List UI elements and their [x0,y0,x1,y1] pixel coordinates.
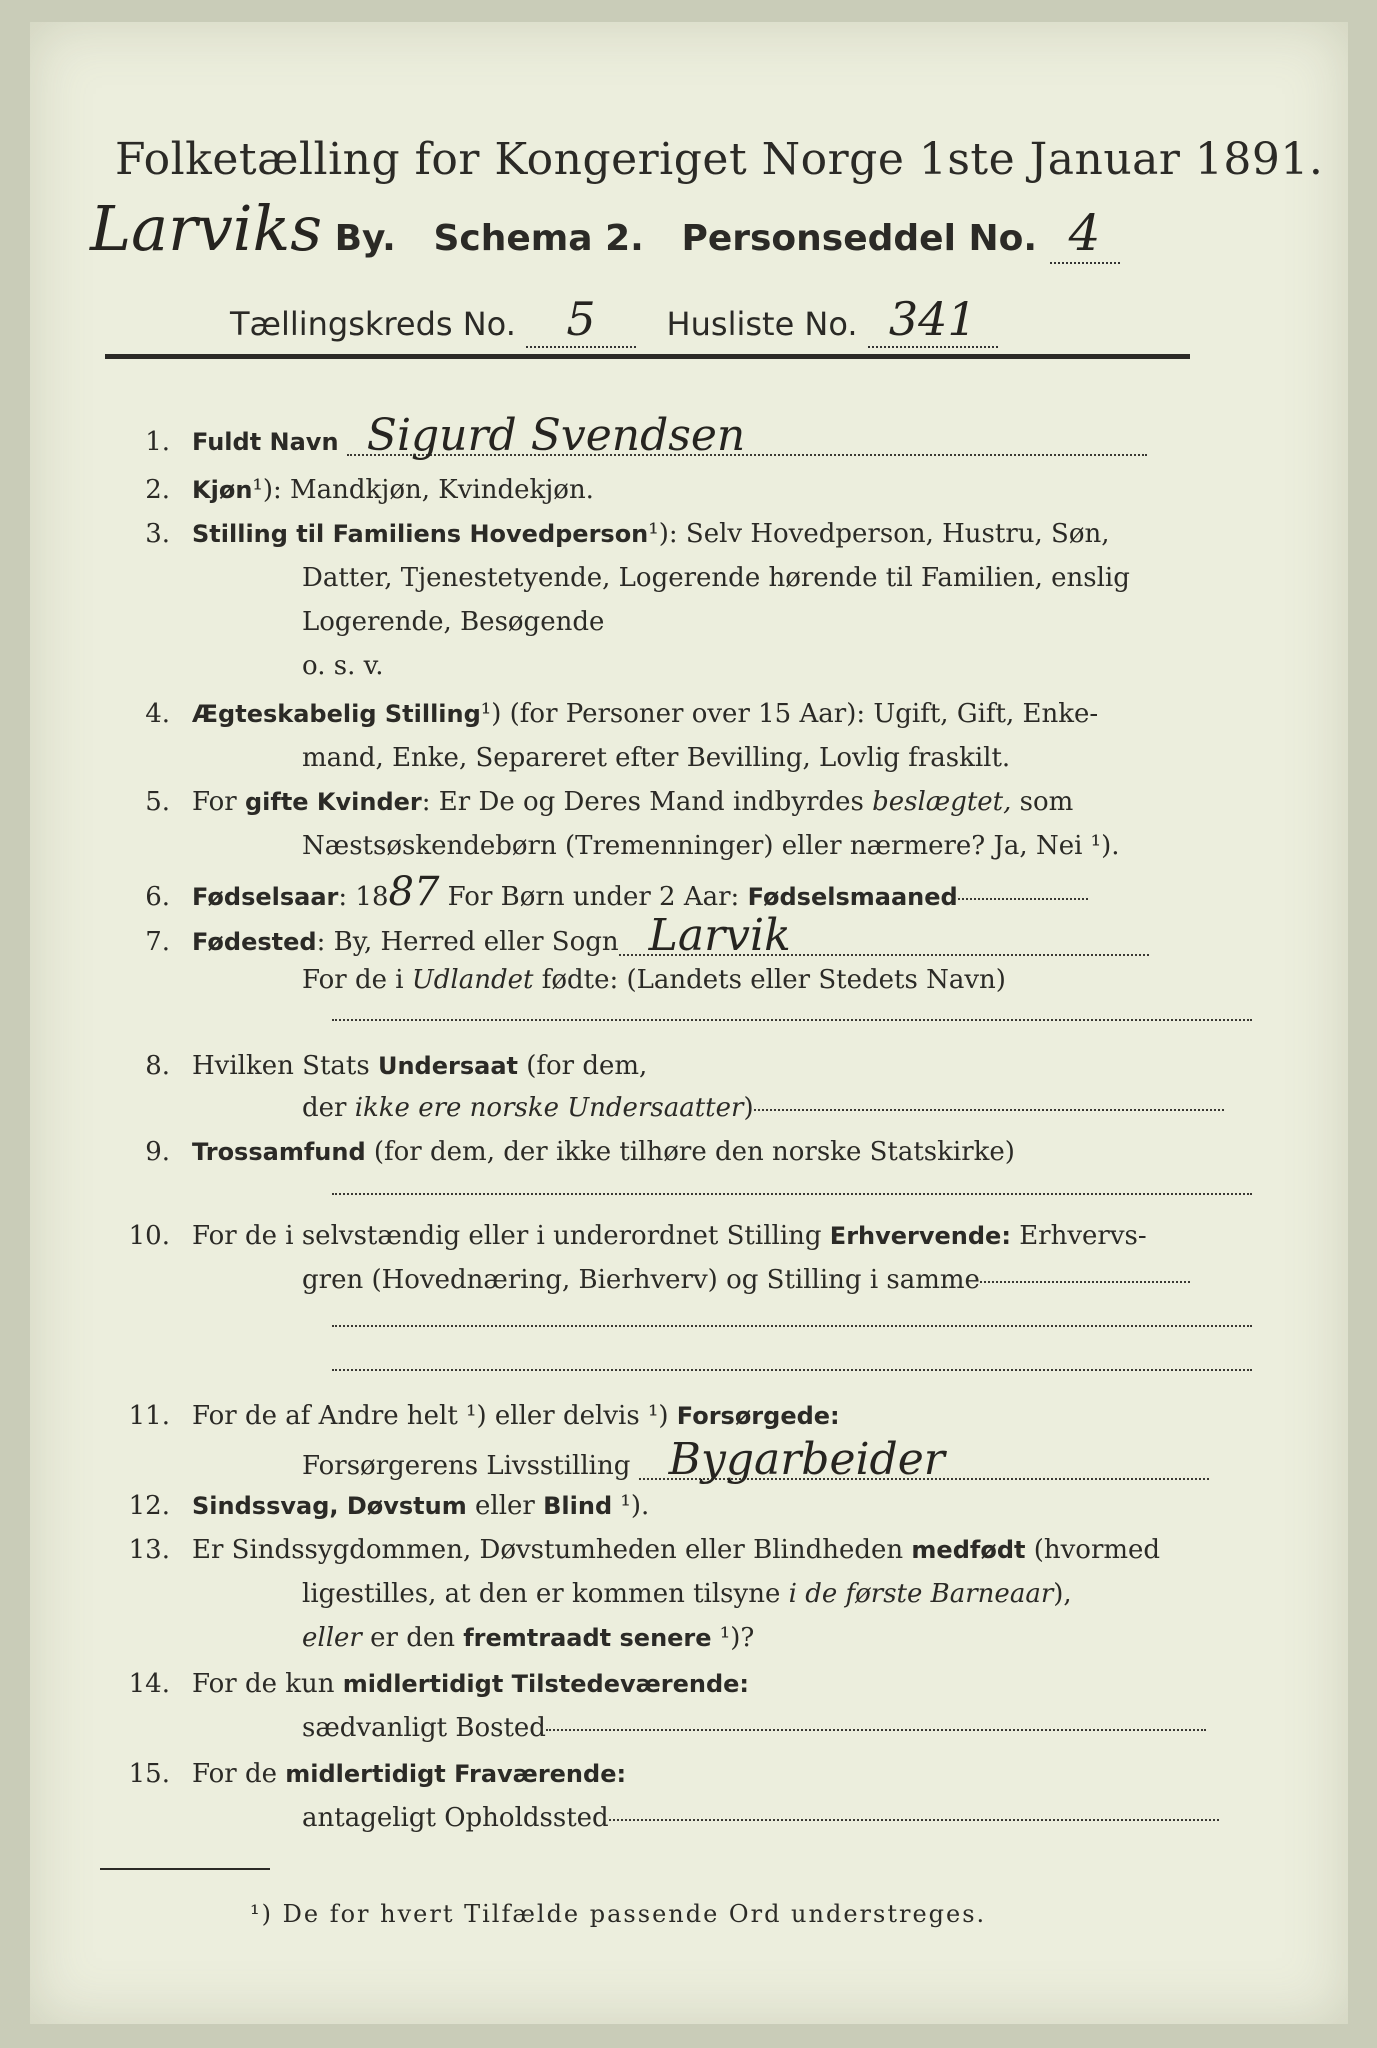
item-10-blank-1 [100,1306,1200,1342]
item-8-cont [100,1090,1377,1126]
item-text: antageligt Opholdssted [302,1803,609,1833]
item-text: For Børn under 2 Aar: [439,882,748,912]
item-label: midlertidigt Tilstedeværende: [342,1670,750,1698]
item-text: : By, Herred eller Sogn [316,927,619,957]
item-text: sædvanligt Bosted [302,1713,546,1743]
item-number: 13. [128,1535,170,1565]
item-12 [100,1488,1200,1524]
item-label: Kjøn [192,476,253,504]
blank-line [332,1018,1252,1021]
item-text: fødte: (Landets eller Stedets Navn) [533,965,1006,995]
item-label: fremtraadt senere [463,1624,712,1652]
item-text: (for dem, [517,1051,648,1081]
item-14 [100,1666,1200,1702]
item-number: 11. [128,1401,170,1431]
blank-line [546,1728,1206,1731]
item-italic: Udlandet [411,965,534,995]
item-14-cont [100,1710,1377,1746]
item-label: Fuldt Navn [192,428,339,456]
item-text: ¹). [612,1491,650,1521]
item-text: ), [1053,1579,1072,1609]
item-text: For de af Andre helt ¹) eller delvis ¹) [192,1401,677,1431]
item-text: (hvormed [1025,1535,1161,1565]
item-number: 15. [128,1759,170,1789]
item-text: ligestilles, at den er kommen tilsyne [302,1579,789,1609]
form-title: Folketælling for Kongeriget Norge 1ste Januar 1891. [115,134,1324,185]
item-5-cont-1: Næstsøskendebørn (Tremenninger) eller nærmere? Ja, Nei ¹). [302,831,1120,861]
supporter-occupation-value: Bygarbeider [639,1442,1209,1480]
item-text: Hvilken Stats [192,1051,378,1081]
item-11 [100,1398,1200,1434]
item-number: 7. [145,927,170,957]
blank-line [980,1280,1190,1283]
item-text: For de [192,1759,286,1789]
birthplace-value: Larvik [619,918,1149,956]
item-text: ) (for Personer over 15 Aar): Ugift, Gift, Enke- [491,699,1099,729]
item-label: gifte Kvinder [244,788,422,816]
item-text: er den [361,1623,464,1653]
item-8 [100,1048,1200,1084]
husliste-value: 341 [868,292,998,348]
item-label: midlertidigt Fraværende: [285,1760,627,1788]
item-5 [100,784,1200,820]
city-handwritten: Larviks [90,192,323,265]
item-label: Blind [543,1492,613,1520]
census-form [30,22,1348,2024]
item-4-cont-1: mand, Enke, Separeret efter Bevilling, Lovlig fraskilt. [302,743,1011,773]
item-number: 12. [128,1491,170,1521]
item-label: Undersaat [377,1052,518,1080]
item-text: ) [743,1093,754,1123]
item-11-cont [100,1434,1377,1485]
item-number: 3. [145,519,170,549]
item-label: Fødselsaar [192,883,339,911]
footnote: ¹) De for hvert Tilfælde passende Ord understreges. [250,1900,987,1928]
item-italic: i de første Barneaar [788,1579,1054,1609]
item-9 [100,1134,1200,1170]
blank-line [754,1108,1224,1111]
item-10-blank-2 [100,1350,1200,1386]
item-10 [100,1218,1200,1254]
blank-line [332,1192,1252,1195]
item-label: Erhvervende: [829,1222,1011,1250]
item-number: 10. [128,1221,170,1251]
item-13-cont-1 [100,1576,1377,1612]
header-line-kreds [230,292,1230,348]
item-number: 14. [128,1669,170,1699]
footnote-mark: ¹ [648,519,659,549]
header-line-city [90,192,1190,272]
item-7-blank [100,1000,1200,1036]
item-1 [100,410,1200,461]
item-italic: beslægtet, [872,787,1012,817]
item-4 [100,696,1200,732]
item-italic: eller [302,1623,362,1653]
item-text: : 18 [338,882,389,912]
item-text: ): Mandkjøn, Kvindekjøn. [262,475,594,505]
schema-label: Schema 2. [433,218,644,259]
item-text: For de i [302,965,412,995]
item-text: For de i selvstændig eller i underordnet Stilling [192,1221,830,1251]
item-15-cont [100,1800,1377,1836]
item-label: Fødested [192,928,317,956]
item-text: Erhvervs- [1010,1221,1147,1251]
item-number: 1. [145,427,170,457]
blank-line [958,897,1088,900]
item-label: Ægteskabelig Stilling [192,700,481,728]
kreds-label: Tællingskreds No. [230,305,516,343]
item-3-cont-2: Logerende, Besøgende [302,607,605,637]
husliste-label: Husliste No. [666,305,858,343]
personseddel-label: Personseddel No. [681,218,1037,259]
kreds-value: 5 [526,292,636,348]
item-3-cont-3: o. s. v. [302,651,384,681]
item-number: 4. [145,699,170,729]
item-number: 9. [145,1137,170,1167]
item-text: Er Sindssygdommen, Døvstumheden eller Blindheden [192,1535,912,1565]
by-label: By. [334,218,396,259]
item-10-cont [100,1262,1377,1298]
item-text: (for dem, der ikke tilhøre den norske Statskirke) [365,1137,1015,1167]
item-label: medfødt [911,1536,1026,1564]
item-number: 8. [145,1051,170,1081]
birth-year-value: 87 [388,869,440,915]
footnote-mark: ¹ [252,475,263,505]
item-label: Forsørgede: [676,1402,840,1430]
blank-line [332,1368,1252,1371]
item-text: ¹)? [711,1623,755,1653]
item-label: Fødselsmaaned [747,883,958,911]
item-3-cont-1: Datter, Tjenestetyende, Logerende hørende til Familien, enslig [302,563,1130,593]
item-italic: ikke ere norske Undersaatter [354,1093,744,1123]
item-text: For [192,787,245,817]
item-13-cont-2 [100,1620,1377,1656]
item-text: eller [466,1491,544,1521]
blank-line [332,1324,1252,1327]
item-text: gren (Hovednæring, Bierhverv) og Stilling i samme [302,1265,980,1295]
footnote-mark: ¹ [480,699,492,729]
item-text: ): Selv Hovedperson, Hustru, Søn, [658,519,1110,549]
item-7 [100,910,1200,961]
personseddel-value: 4 [1050,204,1120,264]
item-text: der [302,1093,355,1123]
item-text: som [1011,787,1074,817]
item-text: : Er De og Deres Mand indbyrdes [421,787,873,817]
blank-line [609,1818,1219,1821]
full-name-value: Sigurd Svendsen [347,418,1147,456]
item-7-cont [100,962,1377,998]
footnote-rule [100,1868,270,1870]
item-number: 2. [145,475,170,505]
item-15 [100,1756,1200,1792]
item-text: Forsørgerens Livsstilling [302,1451,631,1481]
item-number: 5. [145,787,170,817]
item-13 [100,1532,1200,1568]
item-6 [100,869,1200,915]
item-label: Sindssvag, Døvstum [192,1492,467,1520]
item-label: Stilling til Familiens Hovedperson [192,520,649,548]
item-9-blank [100,1174,1200,1210]
header-rule [105,354,1190,359]
item-number: 6. [145,882,170,912]
item-2 [100,472,1200,508]
item-label: Trossamfund [192,1138,366,1166]
item-3 [100,516,1200,552]
item-text: For de kun [192,1669,343,1699]
